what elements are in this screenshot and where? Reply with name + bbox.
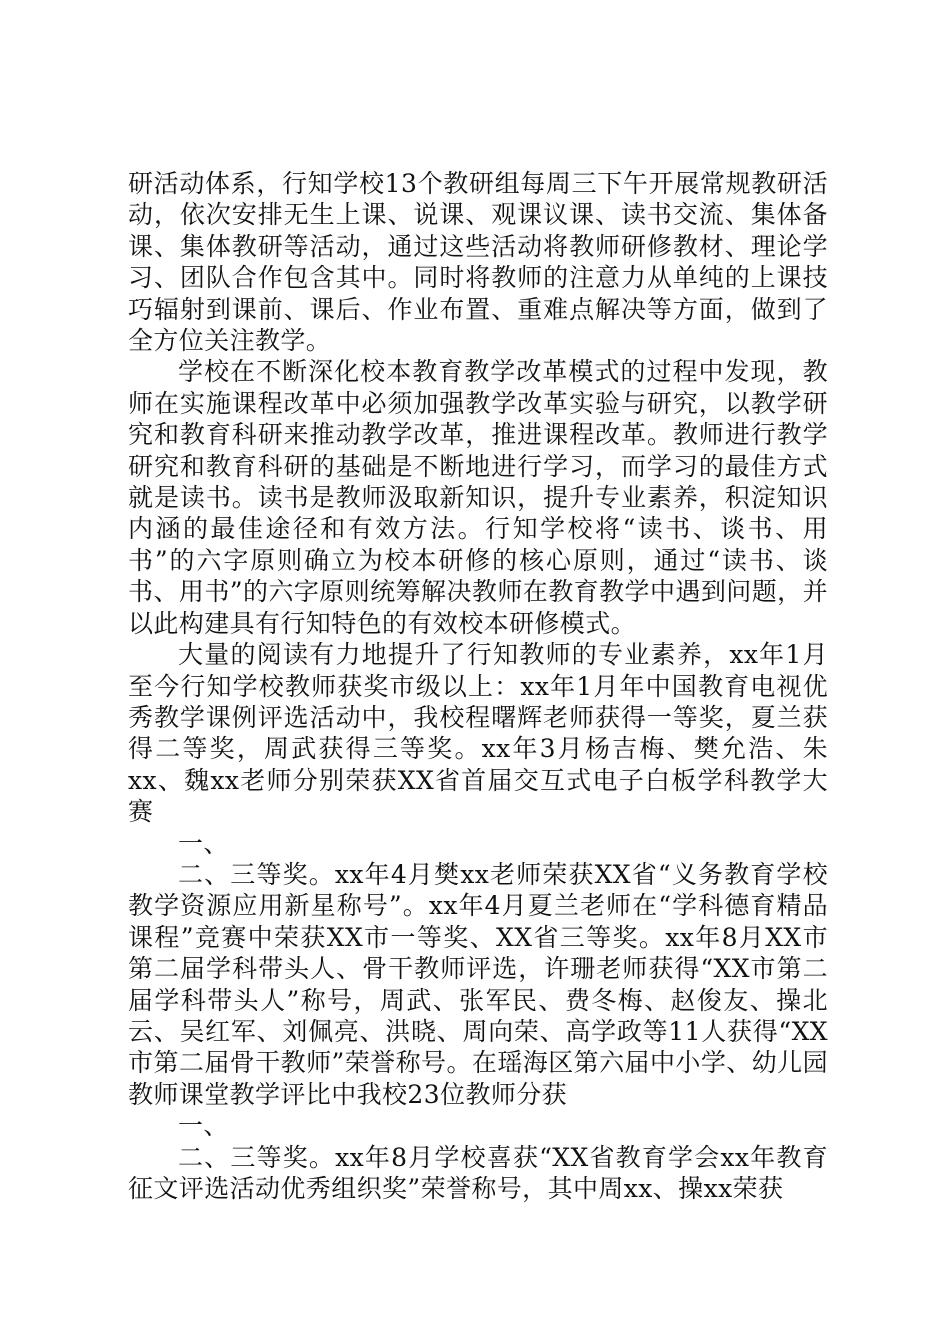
paragraph-7: 二、三等奖。xx年8月学校喜获“XX省教育学会xx年教育征文评选活动优秀组织奖”荣誉称号，其中周xx、操xx荣获: [128, 1142, 828, 1203]
paragraph-4: 一、: [178, 828, 229, 858]
paragraph-2: 学校在不断深化校本教育教学改革模式的过程中发现，教师在实施课程改革中必须加强教学改革实验与研究，以教学研究和教育科研来推动教学改革，推进课程改革。教师进行教学研究和教育科研的基础是不断地进行学习，而学习的最佳方式就是读书。读书是教师汲取新知识，提升专业素养，积淀知识内涵的最佳途径和有效方法。行知学校将“读书、谈书、用书”的六字原则确立为校本研修的核心原则，通过“读书、谈书、用书”的六字原则统筹解决教师在教育教学中遇到问题，并以此构建具有行知特色的有效校本研修模式。: [128, 357, 828, 638]
body-text: [128, 168, 828, 1204]
paragraph-3: 大量的阅读有力地提升了行知教师的专业素养，xx年1月至今行知学校教师获奖市级以上：xx年1月年中国教育电视优秀教学课例评选活动中，我校程曙辉老师获得一等奖，夏兰获得二等奖，周武获得三等奖。xx年3月杨吉梅、樊允浩、朱xx、魏xx老师分别荣获XX省首届交互式电子白板学科教学大赛: [128, 640, 828, 827]
paragraph-5: 二、三等奖。xx年4月樊xx老师荣获XX省“义务教育学校教学资源应用新星称号”。xx年4月夏兰老师在“学科德育精品课程”竞赛中荣获XX市一等奖、XX省三等奖。xx年8月XX市第二届学科带头人、骨干教师评选，许珊老师获得“XX市第二届学科带头人”称号，周武、张军民、费冬梅、赵俊友、操北云、吴红军、刘佩亮、洪晓、周向荣、高学政等11人获得“XX市第二届骨干教师”荣誉称号。在瑶海区第六届中小学、幼儿园教师课堂教学评比中我校23位教师分获: [128, 859, 828, 1109]
paragraph-6: 一、: [178, 1111, 229, 1141]
paragraph-1: 研活动体系，行知学校13个教研组每周三下午开展常规教研活动，依次安排无生上课、说课、观课议课、读书交流、集体备课、集体教研等活动，通过这些活动将教师研修教材、理论学习、团队合作包含其中。同时将教师的注意力从单纯的上课技巧辐射到课前、课后、作业布置、重难点解决等方面，做到了全方位关注教学。: [128, 169, 828, 356]
